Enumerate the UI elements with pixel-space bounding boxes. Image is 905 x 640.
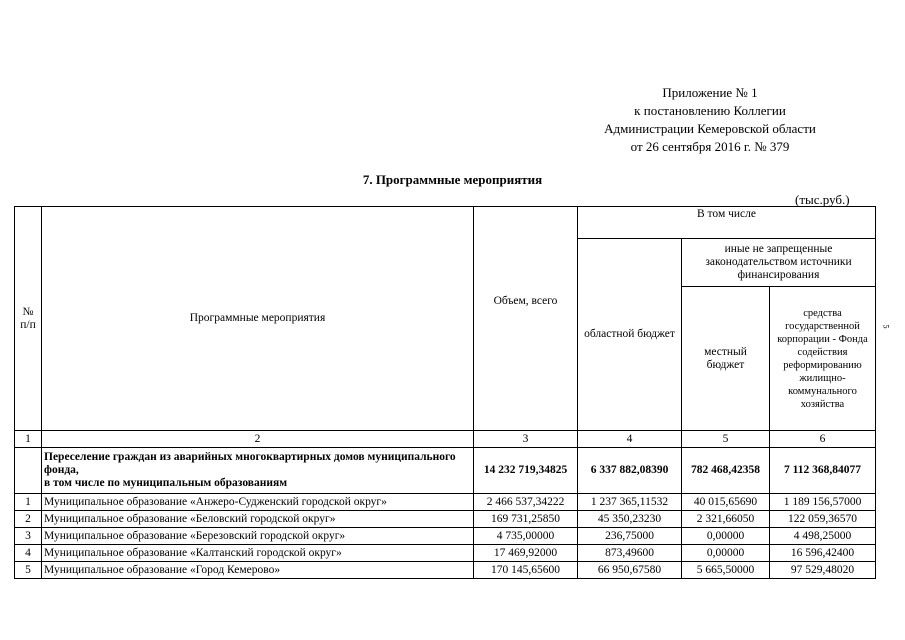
summary-total: 14 232 719,34825	[474, 448, 578, 494]
row-total: 17 469,92000	[474, 545, 578, 562]
row-local: 0,00000	[682, 545, 770, 562]
appendix-line-1: Приложение № 1	[662, 85, 758, 100]
header-other-sources: иные не запрещенные законодательством источники финансирования	[682, 239, 876, 287]
header-activity: Программные мероприятия	[42, 207, 474, 431]
row-total: 169 731,25850	[474, 511, 578, 528]
row-num: 4	[15, 545, 42, 562]
row-regional: 66 950,67580	[578, 562, 682, 579]
appendix-header	[560, 84, 860, 156]
header-including: В том числе	[578, 207, 876, 239]
row-name: Муниципальное образование «Калтанский городской округ»	[42, 545, 474, 562]
row-regional: 236,75000	[578, 528, 682, 545]
column-numbers-row	[15, 431, 876, 448]
row-total: 170 145,65600	[474, 562, 578, 579]
row-local: 0,00000	[682, 528, 770, 545]
row-num: 1	[15, 494, 42, 511]
summary-fund: 7 112 368,84077	[770, 448, 876, 494]
appendix-line-3: Администрации Кемеровской области	[604, 121, 816, 136]
row-num: 2	[15, 511, 42, 528]
table-row	[15, 494, 876, 511]
row-regional: 45 350,23230	[578, 511, 682, 528]
section-title: 7. Программные мероприятия	[362, 172, 543, 187]
row-local: 2 321,66050	[682, 511, 770, 528]
table-row	[15, 511, 876, 528]
table-row	[15, 528, 876, 545]
row-fund: 122 059,36570	[770, 511, 876, 528]
table-row	[15, 562, 876, 579]
row-total: 2 466 537,34222	[474, 494, 578, 511]
units-label: (тыс.руб.)	[795, 192, 850, 207]
appendix-line-4: от 26 сентября 2016 г. № 379	[630, 139, 790, 154]
row-local: 5 665,50000	[682, 562, 770, 579]
colnum-2: 2	[42, 431, 474, 448]
row-name: Муниципальное образование «Анжеро-Судженский городской округ»	[42, 494, 474, 511]
header-local: местный бюджет	[682, 287, 770, 431]
colnum-5: 5	[682, 431, 770, 448]
row-num: 5	[15, 562, 42, 579]
summary-local: 782 468,42358	[682, 448, 770, 494]
row-fund: 97 529,48020	[770, 562, 876, 579]
summary-row	[15, 448, 876, 494]
row-name: Муниципальное образование «Беловский городской округ»	[42, 511, 474, 528]
header-regional: областной бюджет	[578, 239, 682, 431]
row-regional: 873,49600	[578, 545, 682, 562]
summary-activity: Переселение граждан из аварийных многоквартирных домов муниципального фонда, в том числе по муниципальным образованиям	[42, 448, 474, 494]
program-table	[14, 206, 876, 579]
row-name: Муниципальное образование «Березовский городской округ»	[42, 528, 474, 545]
header-total: Объем, всего	[474, 207, 578, 431]
row-num: 3	[15, 528, 42, 545]
colnum-4: 4	[578, 431, 682, 448]
colnum-6: 6	[770, 431, 876, 448]
row-total: 4 735,00000	[474, 528, 578, 545]
row-fund: 16 596,42400	[770, 545, 876, 562]
page-number: 5	[881, 324, 891, 329]
row-name: Муниципальное образование «Город Кемерово»	[42, 562, 474, 579]
table-row	[15, 545, 876, 562]
appendix-line-2: к постановлению Коллегии	[634, 103, 786, 118]
header-fund: средства государственной корпорации - Фонда содействия реформированию жилищно-коммунального хозяйства	[770, 287, 876, 431]
header-num: № п/п	[15, 207, 42, 431]
summary-regional: 6 337 882,08390	[578, 448, 682, 494]
row-local: 40 015,65690	[682, 494, 770, 511]
colnum-3: 3	[474, 431, 578, 448]
colnum-1: 1	[15, 431, 42, 448]
row-regional: 1 237 365,11532	[578, 494, 682, 511]
row-fund: 1 189 156,57000	[770, 494, 876, 511]
row-fund: 4 498,25000	[770, 528, 876, 545]
